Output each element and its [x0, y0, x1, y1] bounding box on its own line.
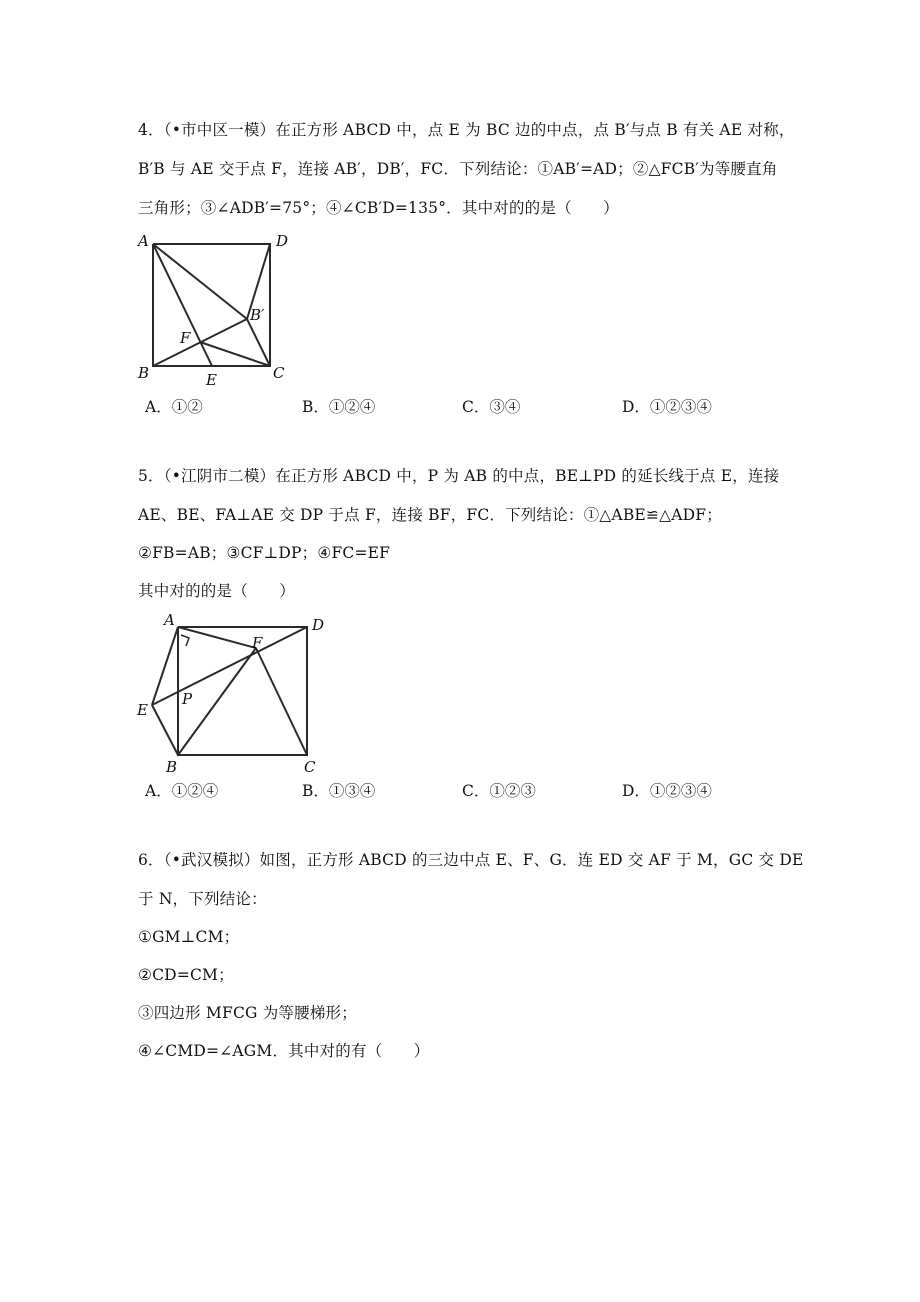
- q6-line-4: ②CD=CM；: [138, 966, 234, 984]
- q5-label-f: F: [252, 634, 263, 652]
- q4-label-f: F: [180, 329, 191, 347]
- q6-line-1: 6．（•武汉模拟）如图，正方形 ABCD 的三边中点 E、F、G．连 ED 交 AF 于 M，GC 交 DE: [138, 851, 804, 869]
- q4-option-b: B．①②④: [302, 398, 376, 416]
- q5-label-b: B: [166, 758, 178, 776]
- q5-label-a: A: [164, 611, 175, 629]
- q5-label-p: P: [182, 690, 193, 708]
- q5-line-4: 其中对的的是（ ）: [138, 582, 296, 600]
- q4-label-e: E: [206, 371, 217, 389]
- q5-option-b: B．①③④: [302, 782, 376, 800]
- q5-segment-be: [152, 705, 178, 755]
- q5-square: [178, 627, 307, 755]
- q5-label-c: C: [304, 758, 316, 776]
- q5-line-2: AE、BE、FA⊥AE 交 DP 于点 F，连接 BF，FC．下列结论：①△ABE≌△ADF；: [138, 506, 722, 524]
- q6-line-5: ③四边形 MFCG 为等腰梯形；: [138, 1004, 357, 1022]
- q5-option-c: C．①②③: [462, 782, 536, 800]
- q4-figure: [130, 230, 300, 390]
- q5-option-d: D．①②③④: [622, 782, 712, 800]
- q6-line-6: ④∠CMD=∠AGM．其中对的有（ ）: [138, 1042, 430, 1060]
- q5-label-d: D: [312, 616, 325, 634]
- q4-line-3: 三角形；③∠ADB′=75°；④∠CB′D=135°．其中对的的是（ ）: [138, 199, 619, 217]
- q4-segment-ab-prime: [153, 244, 247, 319]
- q5-segment-fc: [256, 648, 307, 755]
- q5-label-e: E: [137, 701, 148, 719]
- q4-segment-ae: [153, 244, 212, 366]
- q4-line-1: 4．（•市中区一模）在正方形 ABCD 中，点 E 为 BC 边的中点，点 B′与点 B 有关 AE 对称，: [138, 121, 795, 139]
- q5-right-angle-mark: [181, 635, 189, 646]
- q4-label-c: C: [273, 364, 285, 382]
- q4-label-a: A: [138, 232, 149, 250]
- q6-line-2: 于 N，下列结论：: [138, 890, 267, 908]
- q4-label-d: D: [276, 232, 289, 250]
- q5-option-a: A．①②④: [145, 782, 219, 800]
- q4-label-b: B: [138, 364, 150, 382]
- q4-line-2: B′B 与 AE 交于点 F，连接 AB′，DB′，FC．下列结论：①AB′=AD；②△FCB′为等腰直角: [138, 160, 778, 178]
- q4-option-c: C．③④: [462, 398, 521, 416]
- q5-line-1: 5．（•江阴市二模）在正方形 ABCD 中，P 为 AB 的中点，BE⊥PD 的延长线于点 E，连接: [138, 467, 780, 485]
- q5-segment-ed: [152, 627, 307, 705]
- q4-square: [153, 244, 270, 366]
- q5-line-3: ②FB=AB；③CF⊥DP；④FC=EF: [138, 544, 391, 562]
- q5-figure: [130, 610, 360, 780]
- q6-line-3: ①GM⊥CM；: [138, 928, 240, 946]
- q4-label-b-prime: B′: [250, 306, 265, 324]
- q4-option-d: D．①②③④: [622, 398, 712, 416]
- q4-option-a: A．①②: [145, 398, 203, 416]
